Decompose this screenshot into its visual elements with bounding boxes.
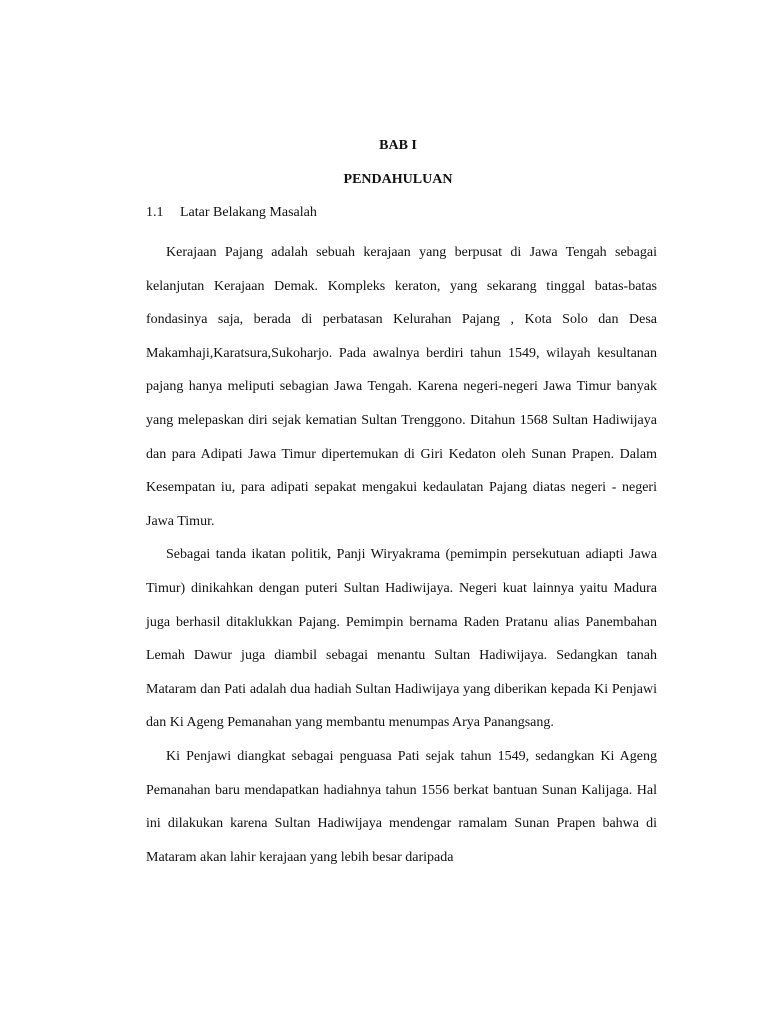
paragraph: Ki Penjawi diangkat sebagai penguasa Pati sejak tahun 1549, sedangkan Ki Ageng Pemanahan baru mendapatkan hadiahnya tahun 1556 berkat bantuan Sunan Kalijaga. Hal ini dilakukan karena Sultan Hadiwijaya mendengar ramalam Sunan Prapen bahwa di Mataram akan lahir kerajaan yang lebih besar daripada [146, 748, 657, 865]
chapter-title: PENDAHULUAN [343, 172, 453, 187]
section-number: 1.1 [146, 205, 164, 220]
body-text [146, 236, 657, 874]
section-title: Latar Belakang Masalah [180, 205, 317, 220]
paragraph: Kerajaan Pajang adalah sebuah kerajaan yang berpusat di Jawa Tengah sebagai kelanjutan Kerajaan Demak. Kompleks keraton, yang sekarang tinggal batas-batas fondasinya saja, berada di perbatasan Kelurahan Pajang , Kota Solo dan Desa Makamhaji,Karatsura,Sukoharjo. Pada awalnya berdiri tahun 1549, wilayah kesultanan pajang hanya meliputi sebagian Jawa Tengah. Karena negeri-negeri Jawa Timur banyak yang melepaskan diri sejak kematian Sultan Trenggono. Ditahun 1568 Sultan Hadiwijaya dan para Adipati Jawa Timur dipertemukan di Giri Kedaton oleh Sunan Prapen. Dalam Kesempatan iu, para adipati sepakat mengakui kedaulatan Pajang diatas negeri - negeri Jawa Timur. [146, 245, 657, 529]
paragraph: Sebagai tanda ikatan politik, Panji Wiryakrama (pemimpin persekutuan adiapti Jawa Timur) dinikahkan dengan puteri Sultan Hadiwijaya. Negeri kuat lainnya yaitu Madura juga berhasil ditaklukkan Pajang. Pemimpin bernama Raden Pratanu alias Panembahan Lemah Dawur juga diambil sebagai menantu Sultan Hadiwijaya. Sedangkan tanah Mataram dan Pati adalah dua hadiah Sultan Hadiwijaya yang diberikan kepada Ki Penjawi dan Ki Ageng Pemanahan yang membantu menumpas Arya Panangsang. [146, 547, 657, 731]
chapter-number: BAB I [379, 138, 417, 153]
section-heading [146, 204, 317, 222]
